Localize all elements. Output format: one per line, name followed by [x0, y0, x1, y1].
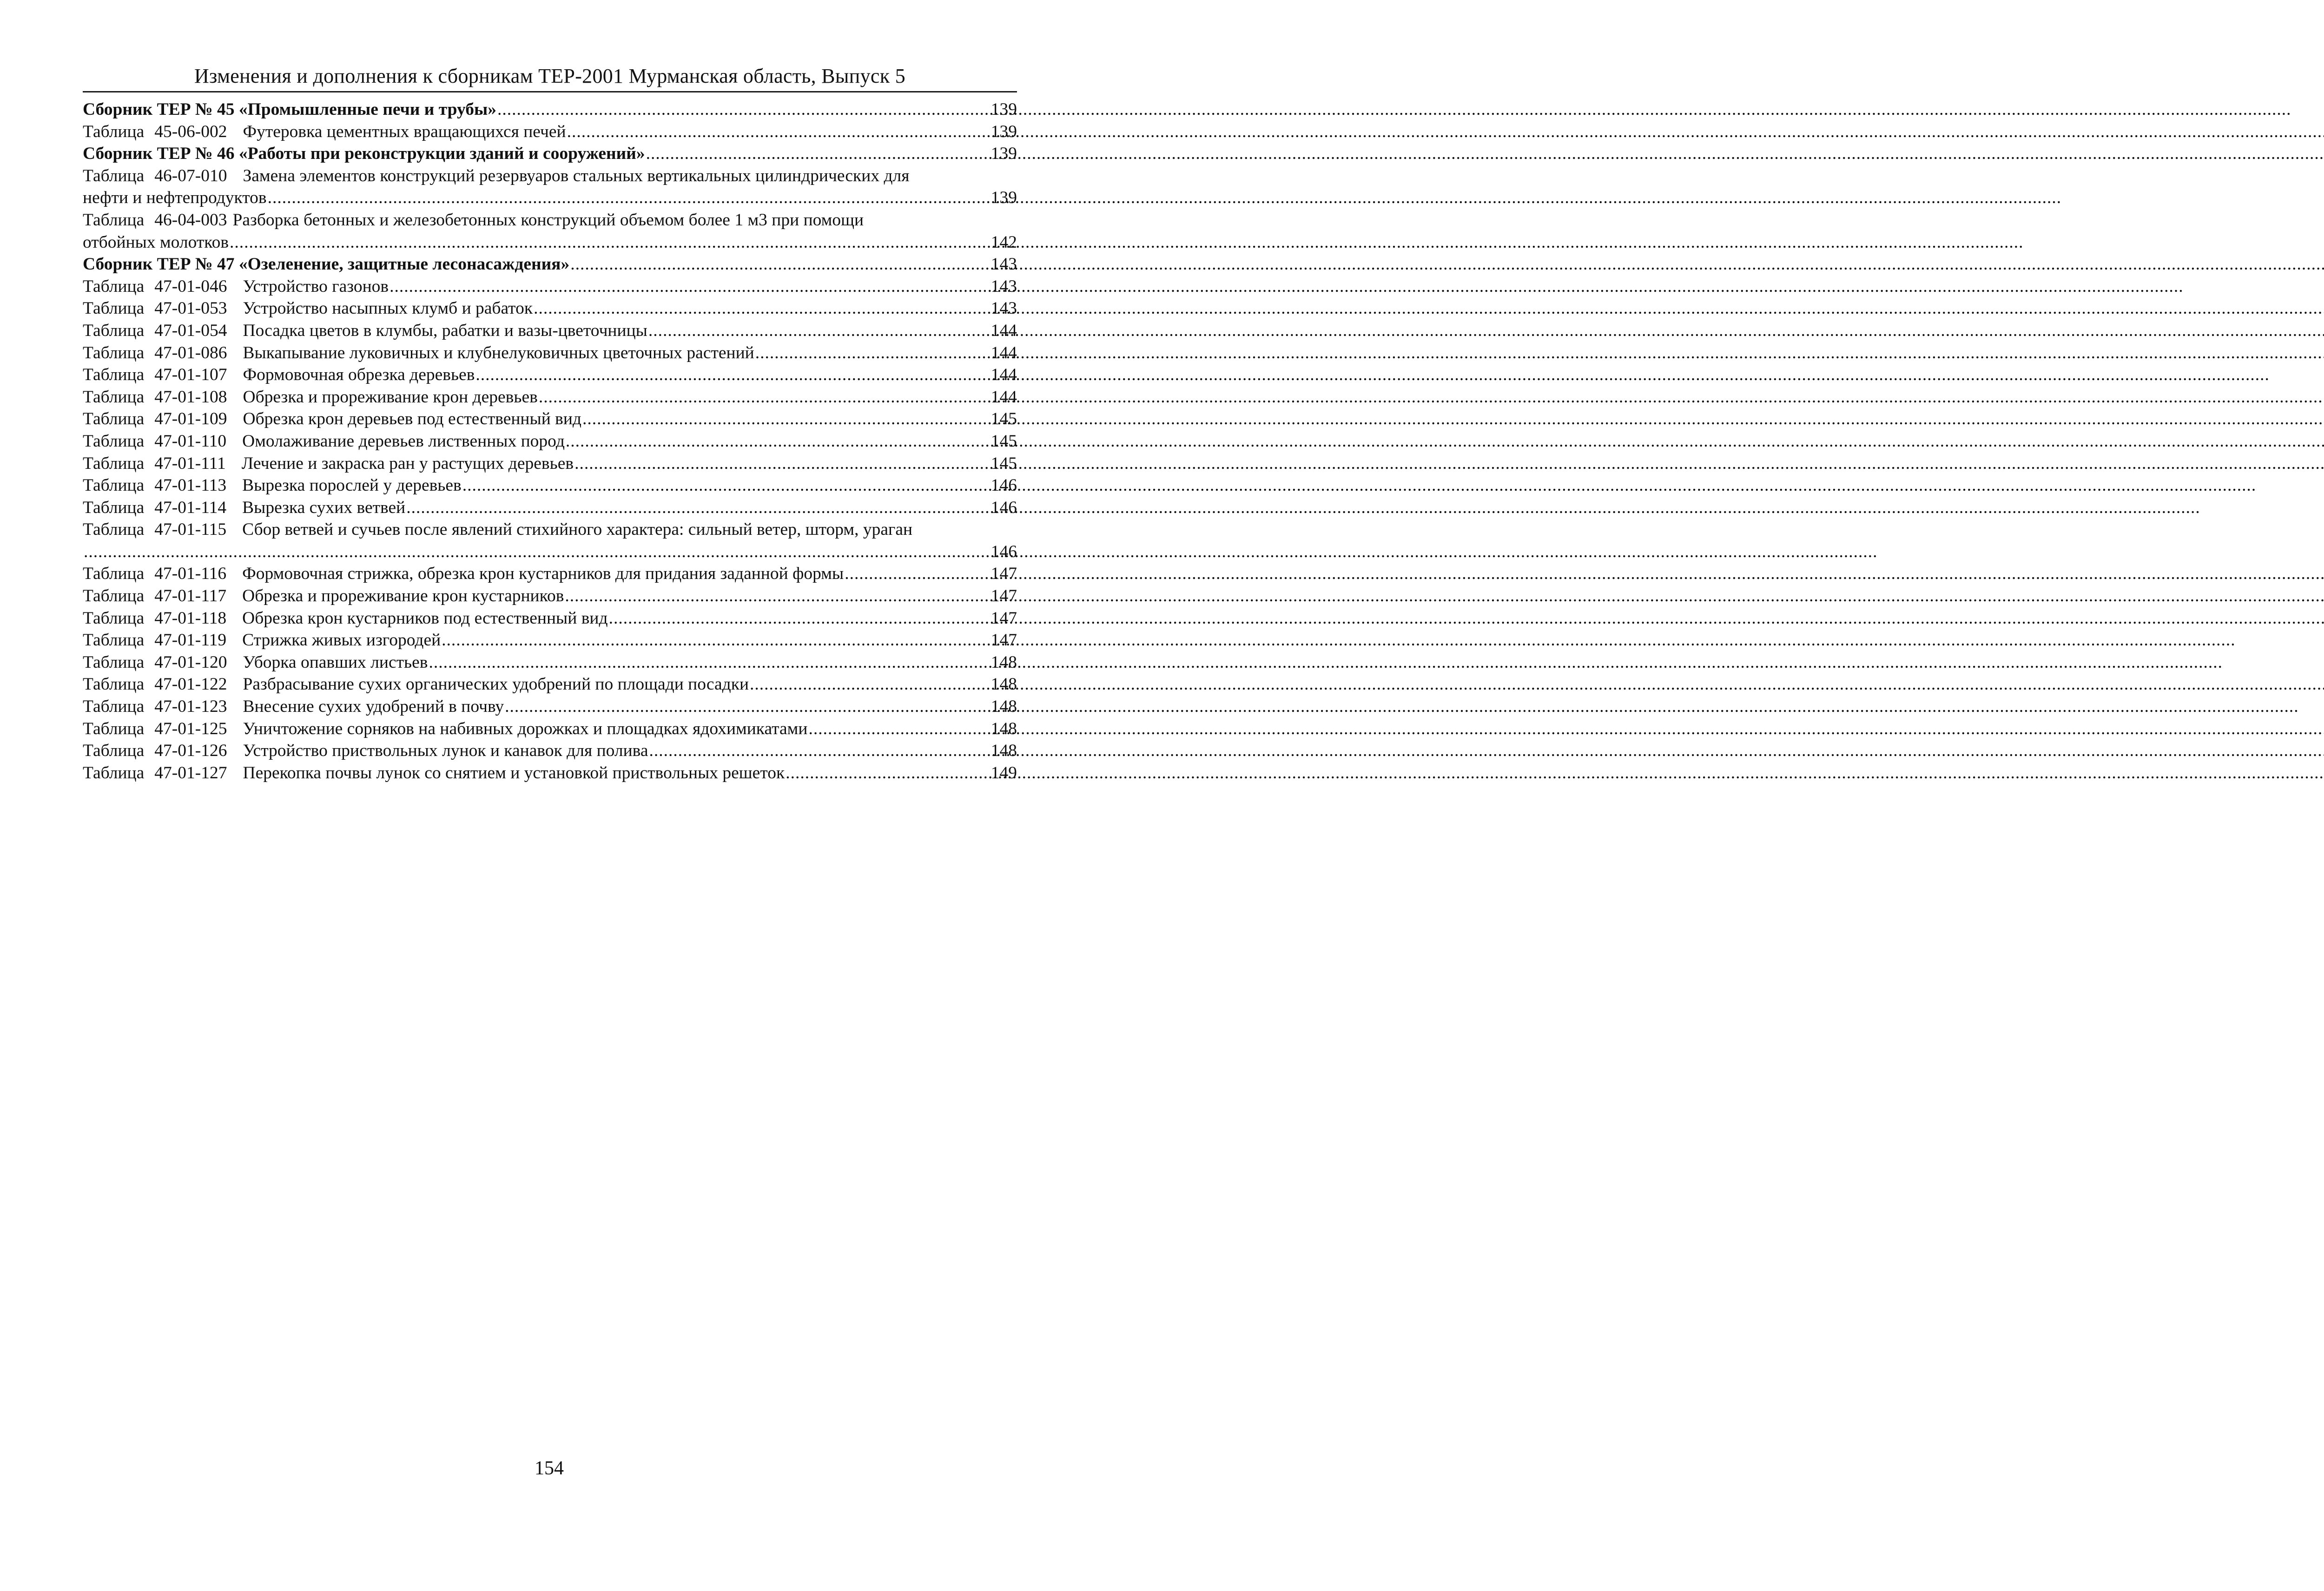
table-label: Таблица: [83, 697, 145, 717]
toc-table-entry[interactable]: [83, 276, 1017, 298]
table-code: 46-07-010: [154, 166, 227, 185]
toc-table-entry[interactable]: [83, 673, 1017, 696]
toc-table-entry[interactable]: [83, 320, 1017, 342]
page-ref: 147: [990, 564, 1017, 584]
page-ref: 144: [990, 365, 1017, 385]
table-code: 47-01-122: [154, 675, 227, 694]
table-title: Вырезка порослей у деревьев: [242, 476, 462, 495]
table-title: Обрезка и прореживание крон кустарников: [242, 586, 564, 606]
toc-table-entry[interactable]: [83, 408, 1017, 430]
page-ref: 145: [990, 454, 1017, 473]
dot-leader: [268, 187, 990, 209]
toc-table-entry[interactable]: [83, 629, 1017, 651]
toc-table-entry[interactable]: [83, 121, 1017, 143]
dot-leader: [808, 718, 990, 740]
table-title: Формовочная стрижка, обрезка крон кустарников для придания заданной формы: [242, 564, 844, 584]
toc-table-entry[interactable]: [83, 209, 1017, 253]
toc-table-entry[interactable]: [83, 762, 1017, 784]
table-title: Обрезка крон деревьев под естественный вид: [243, 409, 581, 429]
page-ref: 147: [990, 608, 1017, 628]
dot-leader: [505, 696, 990, 718]
toc-collection-entry[interactable]: [83, 253, 1017, 276]
table-title: Устройство приствольных лунок и канавок для полива: [243, 741, 648, 761]
page-ref: 145: [990, 431, 1017, 451]
table-title-line1: Сбор ветвей и сучьев после явлений стихийного характера: сильный ветер, шторм, ураган: [242, 520, 913, 539]
dot-leader: [429, 651, 990, 674]
table-title-line2: отбойных молотков: [83, 232, 229, 252]
dot-leader: [845, 563, 990, 585]
toc-table-entry[interactable]: [83, 740, 1017, 762]
toc-table-entry[interactable]: [83, 297, 1017, 320]
table-title-line1: Замена элементов конструкций резервуаров стальных вертикальных цилиндрических для: [243, 166, 910, 185]
table-title: Обрезка и прореживание крон деревьев: [243, 387, 538, 407]
table-label: Таблица: [83, 763, 145, 782]
table-label: Таблица: [83, 431, 145, 451]
page-ref: 148: [990, 675, 1017, 694]
toc-table-entry[interactable]: [83, 386, 1017, 408]
table-label: Таблица: [83, 166, 145, 185]
dot-leader: [566, 430, 990, 453]
table-title: Уборка опавших листьев: [243, 652, 428, 672]
table-code: 47-01-123: [154, 697, 227, 717]
page-ref: 144: [990, 387, 1017, 407]
page-ref: 143: [990, 255, 1017, 274]
toc-table-entry[interactable]: [83, 607, 1017, 630]
table-label: Таблица: [83, 321, 145, 340]
table-title: Устройство газонов: [243, 276, 389, 296]
page-ref: 139: [990, 188, 1017, 208]
dot-leader: [230, 231, 990, 254]
toc-table-entry[interactable]: [83, 585, 1017, 607]
table-code: 47-01-116: [154, 564, 227, 584]
table-code: 47-01-125: [154, 719, 227, 738]
dot-leader: [574, 453, 990, 475]
page-ref: 146: [990, 476, 1017, 495]
page-ref: 147: [990, 631, 1017, 650]
table-code: 47-01-113: [154, 476, 227, 495]
table-code: 47-01-107: [154, 365, 227, 385]
table-title: Разбрасывание сухих органических удобрений по площади посадки: [243, 675, 749, 694]
table-title: Перекопка почвы лунок со снятием и установкой приствольных решеток: [243, 763, 785, 782]
toc-collection-entry[interactable]: [83, 143, 1017, 165]
collection-title: Сборник ТЕР № 47 «Озеленение, защитные лесонасаждения»: [83, 255, 570, 274]
page-ref: 146: [990, 498, 1017, 517]
page-ref: 146: [990, 542, 1017, 561]
table-title: Стрижка живых изгородей: [242, 631, 441, 650]
dot-leader: [750, 673, 990, 696]
table-title-line1: Разборка бетонных и железобетонных конструкций объемом более 1 м3 при помощи: [232, 210, 864, 230]
page-ref: 149: [990, 763, 1017, 782]
table-label: Таблица: [83, 608, 145, 628]
table-code: 47-01-110: [154, 431, 227, 451]
table-title: Выкапывание луковичных и клубнелуковичных цветочных растений: [243, 343, 754, 362]
table-code: 47-01-126: [154, 741, 227, 761]
table-title-line2: нефти и нефтепродуктов: [83, 188, 267, 208]
table-code: 47-01-086: [154, 343, 227, 362]
table-label: Таблица: [83, 498, 145, 517]
table-label: Таблица: [83, 122, 145, 141]
collection-title: Сборник ТЕР № 45 «Промышленные печи и трубы»: [83, 100, 497, 119]
page-ref: 144: [990, 321, 1017, 340]
table-label: Таблица: [83, 276, 145, 296]
dot-leader: [646, 143, 990, 165]
table-code: 47-01-053: [154, 299, 227, 318]
table-label: Таблица: [83, 409, 145, 429]
page-ref: 147: [990, 586, 1017, 606]
toc-table-entry[interactable]: [83, 519, 1017, 563]
table-label: Таблица: [83, 586, 145, 606]
table-title: Обрезка крон кустарников под естественный вид: [242, 608, 608, 628]
dot-leader: [497, 99, 990, 121]
toc-table-entry[interactable]: [83, 718, 1017, 740]
table-label: Таблица: [83, 476, 145, 495]
table-title: Лечение и закраска ран у растущих деревьев: [241, 454, 574, 473]
dot-leader: [565, 585, 990, 607]
table-title: Формовочная обрезка деревьев: [243, 365, 475, 385]
table-label: Таблица: [83, 520, 145, 539]
table-title: Посадка цветов в клумбы, рабатки и вазы-цветочницы: [243, 321, 647, 340]
table-label: Таблица: [83, 365, 145, 385]
page-ref: 145: [990, 409, 1017, 429]
dot-leader: [567, 121, 990, 143]
dot-leader: [442, 629, 990, 651]
table-title: Омолаживание деревьев лиственных пород: [242, 431, 565, 451]
dot-leader: [475, 364, 990, 386]
table-label: Таблица: [83, 454, 145, 473]
toc-collection-entry[interactable]: [83, 99, 1017, 121]
dot-leader: [648, 320, 990, 342]
dot-leader: [582, 408, 990, 430]
page-ref: 139: [990, 100, 1017, 119]
table-code: 46-04-003: [154, 210, 227, 230]
table-code: 47-01-118: [154, 608, 227, 628]
dot-leader: [390, 276, 990, 298]
toc-table-entry[interactable]: [83, 474, 1017, 497]
toc-table-entry[interactable]: [83, 651, 1017, 674]
table-label: Таблица: [83, 564, 145, 584]
table-label: Таблица: [83, 675, 145, 694]
page-ref: 143: [990, 299, 1017, 318]
toc-table-entry[interactable]: [83, 342, 1017, 364]
dot-leader: [570, 253, 990, 276]
page-ref: 148: [990, 697, 1017, 717]
table-code: 47-01-127: [154, 763, 227, 782]
dot-leader: [609, 607, 990, 630]
page-ref: 139: [990, 144, 1017, 164]
table-title: Футеровка цементных вращающихся печей: [243, 122, 566, 141]
table-code: 47-01-054: [154, 321, 227, 340]
page-number: 154: [535, 1458, 564, 1479]
table-title: Уничтожение сорняков на набивных дорожках и площадках ядохимикатами: [243, 719, 808, 738]
table-label: Таблица: [83, 299, 145, 318]
dot-leader: [755, 342, 990, 364]
table-title: Внесение сухих удобрений в почву: [243, 697, 504, 717]
toc-table-entry[interactable]: [83, 165, 1017, 209]
page-ref: 148: [990, 741, 1017, 761]
table-code: 47-01-114: [154, 498, 227, 517]
table-label: Таблица: [83, 652, 145, 672]
page-ref: 148: [990, 652, 1017, 672]
toc-table-entry[interactable]: [83, 430, 1017, 453]
page-ref: 144: [990, 343, 1017, 362]
dot-leader: [649, 740, 990, 762]
page-ref: 142: [990, 232, 1017, 252]
collection-title: Сборник ТЕР № 46 «Работы при реконструкции зданий и сооружений»: [83, 144, 645, 164]
table-label: Таблица: [83, 343, 145, 362]
table-code: 45-06-002: [154, 122, 227, 141]
table-title: Вырезка сухих ветвей: [242, 498, 406, 517]
table-code: 47-01-120: [154, 652, 227, 672]
page-ref: 143: [990, 276, 1017, 296]
table-code: 47-01-109: [154, 409, 227, 429]
toc-table-entry[interactable]: [83, 364, 1017, 386]
toc-table-entry[interactable]: [83, 453, 1017, 475]
dot-leader: [539, 386, 990, 408]
table-label: Таблица: [83, 387, 145, 407]
toc-table-entry[interactable]: [83, 563, 1017, 585]
dot-leader: [462, 474, 990, 497]
table-code: 47-01-108: [154, 387, 227, 407]
table-code: 47-01-119: [154, 631, 227, 650]
table-label: Таблица: [83, 719, 145, 738]
page-ref: 148: [990, 719, 1017, 738]
dot-leader: [534, 297, 990, 320]
table-label: Таблица: [83, 741, 145, 761]
toc-table-entry[interactable]: [83, 696, 1017, 718]
toc-table-entry[interactable]: [83, 497, 1017, 519]
table-title: Устройство насыпных клумб и рабаток: [243, 299, 533, 318]
dot-leader: [406, 497, 990, 519]
dot-leader: [84, 541, 990, 563]
table-label: Таблица: [83, 631, 145, 650]
table-code: 47-01-111: [154, 454, 226, 473]
table-code: 47-01-046: [154, 276, 227, 296]
table-code: 47-01-115: [154, 520, 227, 539]
table-label: Таблица: [83, 210, 145, 230]
page-ref: 139: [990, 122, 1017, 141]
running-header: Изменения и дополнения к сборникам ТЕР-2001 Мурманская область, Выпуск 5: [194, 65, 906, 87]
table-code: 47-01-117: [154, 586, 227, 606]
header-rule: [83, 91, 1017, 92]
dot-leader: [786, 762, 990, 784]
table-of-contents: [83, 99, 1017, 784]
